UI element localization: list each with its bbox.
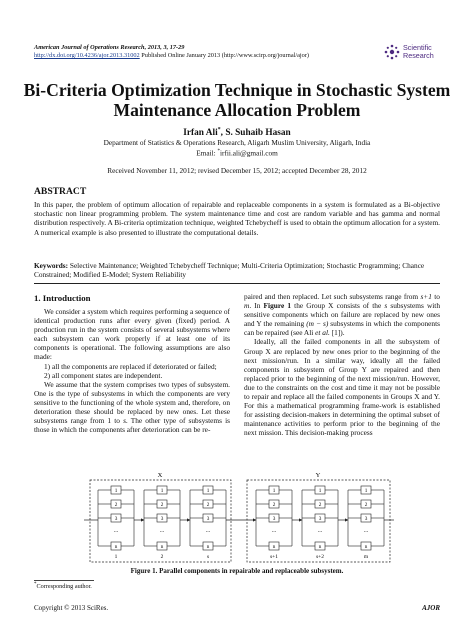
abstract-heading: ABSTRACT [34,186,87,197]
keywords: Keywords: Selective Maintenance; Weighted Tchebycheff Technique; Multi-Criteria Optimization; Stochastic Programming; Chance Constrained; Modified E-Model; System Reliability [34,261,425,280]
component-label: n [318,544,322,550]
subsystem-label: s [206,554,210,560]
doi-link[interactable]: http://dx.doi.org/10.4236/ajor.2013.31002 [34,52,140,60]
component-label: 2 [160,502,164,508]
component-label: 1 [364,488,368,494]
paragraph: 1) all the components are replaced if deteriorated or failed; [44,361,217,371]
component-label: 3 [206,516,210,522]
publisher-logo-text: Scientific Research [403,43,434,60]
subsystem-label: 1 [114,554,118,560]
component-label: 2 [114,502,118,508]
subsystem-label: s+2 [316,554,324,560]
component-label: n [364,544,368,550]
paragraph: 2) all component states are independent. [44,370,163,380]
paper-title: Bi-Criteria Optimization Technique in Stochastic System Maintenance Allocation Problem [23,80,451,120]
footnote-divider [34,580,94,581]
component-label: 3 [272,516,276,522]
figure-1-diagram [84,470,394,566]
subsystem-label: m [363,554,369,560]
component-label: 1 [114,488,118,494]
component-ellipsis: ... [317,528,323,534]
left-column [34,307,230,434]
introduction-heading: 1. Introduction [34,293,91,303]
right-column [244,292,440,438]
subsystem-label: 2 [160,554,164,560]
component-label: 1 [160,488,164,494]
journal-volume: , 2013, 3, 17-29 [144,44,185,51]
footnote: *Corresponding author. [34,582,92,591]
email-link[interactable]: irfii.ali@gmail.com [220,148,278,158]
component-label: 2 [272,502,276,508]
component-ellipsis: ... [113,528,119,534]
author-list: Irfan Ali*, S. Suhaib Hasan [183,127,291,139]
figure-reference[interactable]: Figure 1 [263,301,292,311]
paragraph: Ideally, all the failed components in all the subsystem of Group X are replaced by new ones prior to the beginning of the next mission/run. In a similar way, ideally all the failed components in subsystem of Group Y are repaired and then replaced prior to the beginning of the next mission/run. However, due to the constraints on the cost and time it may not be possible to repair and replace all the failed components in Groups X and Y. For this a mathematical programming frame-work is established for assisting decision-makers in determining the optimal subset of maintenance activities to perform prior to the beginning of the next mission. This decision-making process [244,337,440,438]
component-label: n [206,544,210,550]
paragraph: We assume that the system comprises two types of subsystem. One is the type of subsystems in which the components are very sensitive to the functioning of the whole system and, therefore, on deterioration these should be replaced by new ones. Let these subsystems range from 1 to s. The other type of subsystems is those in which the components after deterioration can be re- [34,379,231,435]
abstract-text: In this paper, the problem of optimum allocation of repairable and replaceable components in a system is formulated as a Bi-objective stochastic non linear programming problem. The system maintenance time and cost are random variable and has gamma and normal distribution respectively. A Bi-criteria optimization technique, weighted Tchebycheff is used to obtain the optimum allocation for a system. A numerical example is also presented to illustrate the computational details. [34,200,440,237]
group-x-label: X [157,472,163,479]
component-label: 3 [114,516,118,522]
component-label: n [272,544,276,550]
component-label: 2 [206,502,210,508]
journal-name: American Journal of Operations Research [34,44,145,51]
footer-journal: AJOR [422,604,440,612]
publisher-logo-icon [384,44,400,60]
component-ellipsis: ... [271,528,277,534]
figure-caption: Figure 1. Parallel components in repairable and replaceable subsystem. [130,567,344,575]
component-label: 1 [318,488,322,494]
affiliation: Department of Statistics & Operations Research, Aligarh Muslim University, Aligarh, India Email: *irfii.ali@gmail.com [103,138,371,158]
component-label: 1 [206,488,210,494]
component-label: 3 [160,516,164,522]
component-label: 3 [364,516,368,522]
section-divider [34,283,440,284]
journal-header [34,44,309,61]
component-label: n [160,544,164,550]
component-ellipsis: ... [205,528,211,534]
received-dates: Received November 11, 2012; revised December 15, 2012; accepted December 28, 2012 [107,166,367,175]
group-y-label: Y [315,472,321,479]
published-online: Published Online January 2013 (http://www.scirp.org/journal/ajor) [139,52,310,60]
paragraph: We consider a system which requires performing a sequence of identical production runs after every given (fixed) period. A production run in the system consists of several subsystems where each subsystem can work properly if at least one of its components is operational. The following assumptions are also made: [34,307,230,362]
component-label: 1 [272,488,276,494]
component-label: 2 [318,502,322,508]
component-ellipsis: ... [363,528,369,534]
paragraph: paired and then replaced. Let such subsystems range from s+1 to m. In Figure 1 the Group X consists of the s subsystems with sensitive components which on failure are replaced by new ones and Y the remaining (m − s) subsystems in which the components can be repaired (see Ali et al. [1]). [244,292,440,338]
component-label: 3 [318,516,322,522]
subsystem-label: s+1 [270,554,278,560]
copyright: Copyright © 2013 SciRes. [34,604,109,612]
component-label: n [114,544,118,550]
component-ellipsis: ... [159,528,165,534]
component-label: 2 [364,502,368,508]
publisher-logo [384,44,434,60]
